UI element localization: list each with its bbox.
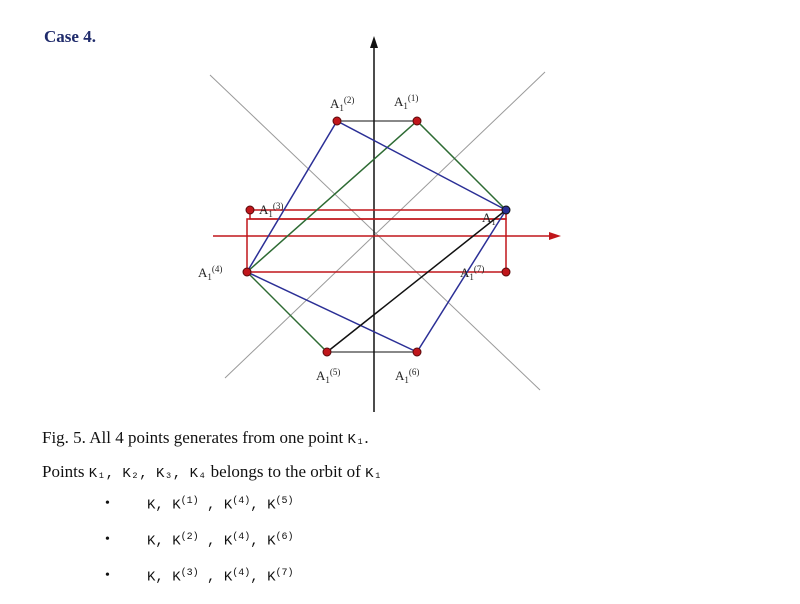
orbit-symbols: K₁, K₂, K₃, K₄ [88, 466, 207, 482]
figure-caption [42, 428, 369, 448]
bullet-icon: • [105, 568, 110, 583]
vertical-axis-arrowhead [370, 36, 378, 48]
black-line [327, 210, 506, 352]
point-a1-2 [333, 117, 341, 125]
list-item [105, 532, 294, 568]
list-item [105, 568, 294, 604]
orbit-symbol: K₁ [365, 466, 382, 482]
orbit-set-1: K, $K^{(1)}$ , $K^{(4)}$, $K^{(5)}$ [147, 496, 294, 514]
green-line-1 [247, 121, 417, 272]
label-a1-4: $A_1^{(4)}$ [198, 264, 223, 282]
label-a1-2: $A_1^{(2)}$ [330, 95, 355, 113]
orbit-prefix: Points [42, 462, 85, 481]
point-a1-6 [413, 348, 421, 356]
point-a1-1 [413, 117, 421, 125]
blue-line-2 [337, 121, 506, 210]
orbit-list [105, 496, 294, 604]
case-title: Case 4. [44, 27, 96, 46]
label-a1-7: $A_1^{(7)}$ [460, 264, 485, 282]
green-line-2 [417, 121, 506, 210]
caption-period: . [364, 428, 369, 447]
orbit-statement [42, 462, 382, 482]
label-a1-1: $A_1^{(1)}$ [394, 93, 419, 111]
orbit-middle: belongs to the orbit of [210, 462, 361, 481]
bullet-icon: • [105, 496, 110, 511]
caption-symbol: K₁ [347, 432, 365, 448]
blue-line-4 [417, 210, 506, 352]
horizontal-axis-arrowhead [549, 232, 561, 240]
label-a1: $A_1$ [482, 210, 496, 227]
diagonal-line-1 [210, 75, 540, 390]
red-rect-top [250, 210, 506, 219]
list-item [105, 496, 294, 532]
blue-line-3 [247, 272, 417, 352]
green-line-3 [247, 272, 327, 352]
label-a1-5: $A_1^{(5)}$ [316, 367, 341, 385]
point-a1-5 [323, 348, 331, 356]
bullet-icon: • [105, 532, 110, 547]
point-a1-3 [246, 206, 254, 214]
orbit-set-3: K, $K^{(3)}$ , $K^{(4)}$, $K^{(7)}$ [147, 568, 294, 586]
orbit-set-2: K, $K^{(2)}$ , $K^{(4)}$, $K^{(6)}$ [147, 532, 294, 550]
blue-line-1 [247, 121, 337, 272]
point-a1-4 [243, 268, 251, 276]
point-a1-7 [502, 268, 510, 276]
label-a1-3: $A_1^{(3)}$ [259, 201, 284, 219]
caption-text: Fig. 5. All 4 points generates from one point [42, 428, 344, 447]
label-a1-6: $A_1^{(6)}$ [395, 367, 420, 385]
point-a1 [502, 206, 510, 214]
